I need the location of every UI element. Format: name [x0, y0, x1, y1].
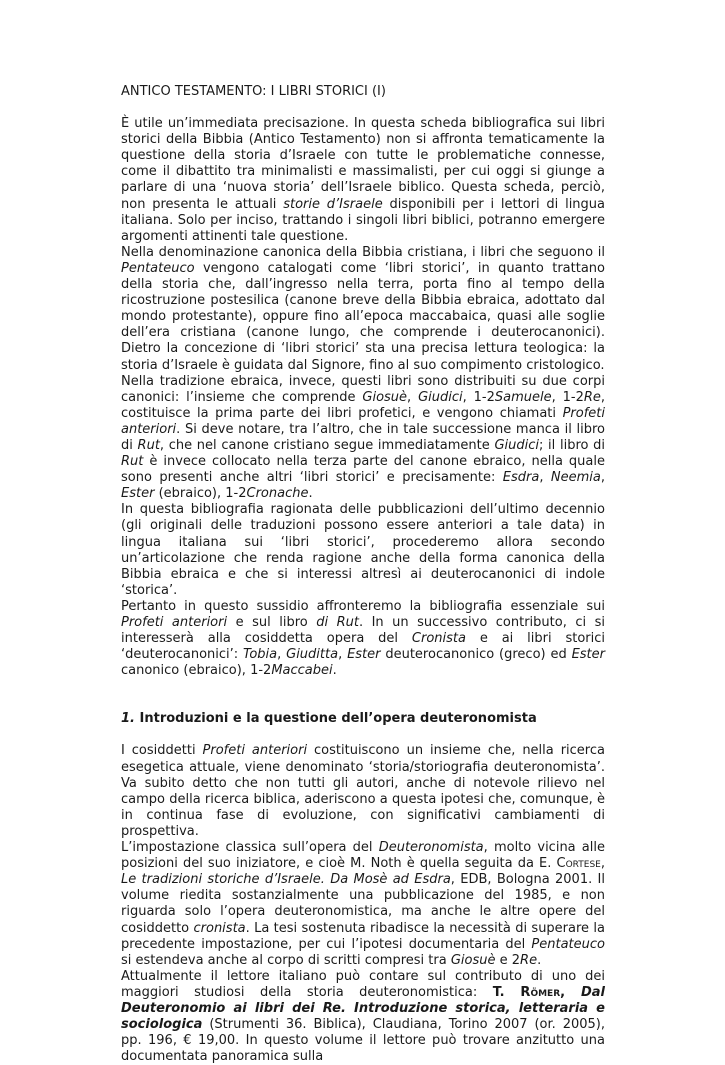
- text-run: costituiscono un insieme che, nella ricerca esegetica attuale, viene denominato ‘storia/storiografia deuteronomista’. Va subito detto che non tutti gli autori, anche di notevole rilievo nel campo della ricerca biblica, aderiscono a questa ipotesi che, comunque, è in continua fase di evoluzione, con significativi cambiamenti di prospettiva.: [121, 743, 605, 839]
- text-run: I cosiddetti: [121, 743, 203, 759]
- text-run: Pentateuco: [121, 260, 195, 276]
- text-run: Le tradizioni storiche d’Israele. Da Mosè ad Esdra: [121, 872, 451, 888]
- text-run: L’impostazione classica sull’opera del: [121, 840, 379, 856]
- paragraph-classical-approach: [121, 840, 605, 969]
- document-title: ANTICO TESTAMENTO: I LIBRI STORICI (I): [121, 84, 386, 99]
- text-run: Samuele: [494, 389, 552, 405]
- text-run: canonico (ebraico), 1-2: [121, 663, 272, 679]
- text-run: ; il libro di: [539, 437, 605, 453]
- text-run: Maccabei: [271, 663, 333, 679]
- text-run: Giudici: [418, 389, 463, 405]
- text-run: (Strumenti 36. Biblica), Claudiana, Torino 2007 (or. 2005), pp. 196, € 19,00. In questo volume il lettore può trovare anzitutto una documentata panoramica sulla: [121, 1017, 605, 1065]
- text-run: ömer: [530, 984, 561, 1000]
- text-run: deuterocanonico (greco) ed: [380, 647, 572, 663]
- text-run: Ester: [571, 647, 605, 663]
- section-heading-text: Introduzioni e la questione dell’opera deuteronomista: [134, 711, 537, 727]
- text-run: T. R: [492, 984, 531, 1000]
- text-run: Ester: [121, 486, 155, 502]
- text-run: Pentateuco: [531, 936, 605, 952]
- text-run: e 2: [495, 952, 521, 968]
- text-run: , EDB, Bologna 2001. Il volume riedita sostanzialmente una pubblicazione del 1985, e non riguarda solo l’opera deuteronomistica, ma anche le altre opere del cosiddetto: [121, 872, 605, 936]
- paragraph-christian-canon: [121, 245, 605, 374]
- text-run: e sul libro: [227, 615, 317, 630]
- text-run: (ebraico), 1-2: [154, 486, 247, 502]
- text-run: Esdra: [502, 470, 540, 486]
- text-run: Cronache: [246, 486, 309, 502]
- text-run: Pertanto in questo sussidio affronteremo la bibliografia essenziale sui: [121, 598, 605, 614]
- text-run: . In un successivo contributo, ci si interesserà alla cosiddetta opera del: [121, 615, 605, 647]
- text-run: di Rut: [316, 615, 359, 630]
- text-run: ,: [600, 856, 605, 872]
- text-run: Rut: [137, 437, 160, 453]
- text-run: , 1-2: [551, 389, 584, 405]
- text-run: Dal Deuteronomio ai libri dei Re. Introduzione storica, letteraria e sociologica: [121, 984, 606, 1033]
- text-run: .: [308, 486, 313, 502]
- text-run: In questa bibliografia ragionata delle pubblicazioni dell’ultimo decennio (gli originali delle traduzioni possono essere anteriori a tale data) in lingua italiana sui ‘libri storici’, procederemo allora secondo un’articolazione che renda ragione anche della forma canonica della Bibbia ebraica e che si interessi altresì ai deuterocanonici di indole ‘storica’.: [121, 502, 605, 598]
- text-run: Re: [520, 952, 538, 968]
- text-run: storie d’Israele: [283, 196, 383, 212]
- paragraph-bibliography-scope: [121, 502, 605, 599]
- text-run: Giosuè: [362, 389, 408, 405]
- text-run: Cronista: [411, 631, 466, 647]
- text-run: .: [537, 952, 542, 968]
- text-run: Attualmente il lettore italiano può contare sul contributo di uno dei maggiori studiosi della storia deuteronomistica:: [121, 968, 605, 1000]
- text-run: . La tesi sostenuta ribadisce la necessità di superare la precedente impostazione, per cui l’ipotesi documentaria del: [121, 920, 605, 952]
- text-run: Neemia: [550, 470, 601, 486]
- text-run: Profeti anteriori: [121, 615, 228, 630]
- text-run: ortese: [565, 856, 601, 872]
- text-run: . Si deve notare, tra l’altro, che in tale successione manca il libro di: [121, 421, 605, 453]
- text-run: ,: [600, 470, 606, 486]
- paragraph-profeti-anteriori: [121, 743, 605, 840]
- text-run: ,: [407, 389, 419, 405]
- text-run: Profeti anteriori: [121, 405, 605, 437]
- paragraph-intro: [121, 116, 605, 245]
- text-run: disponibili per i lettori di lingua italiana. Solo per inciso, trattando i singoli libri biblici, potranno emergere argomenti attinenti tale questione.: [121, 196, 606, 244]
- text-run: Giosuè: [450, 952, 496, 968]
- section-gap: [121, 679, 605, 711]
- text-run: Nella denominazione canonica della Bibbia cristiana, i libri che seguono il: [121, 244, 605, 260]
- text-run: Giuditta: [286, 647, 339, 663]
- text-run: Re: [583, 389, 601, 405]
- text-run: ,: [539, 470, 551, 486]
- text-run: , costituisce la prima parte dei libri profetici, e vengono chiamati: [121, 389, 606, 421]
- section-number: 1.: [121, 711, 135, 727]
- text-run: È utile un’immediata precisazione. In questa scheda bibliografica sui libri storici della Bibbia (Antico Testamento) non si affronta tematicamente la questione della storia d’Israele con tutte le problematiche connesse, come il dibattito tra minimalisti e massimalisti, per cui oggi si giunge a parlare di una ‘nuova storia’ dell’Israele biblico. Questa scheda, perciò, non presenta le attuali: [121, 116, 605, 212]
- text-run: è invece collocato nella terza parte del canone ebraico, nella quale sono presenti anche altri ‘libri storici’ e precisamente:: [121, 454, 605, 486]
- text-run: Nella tradizione ebraica, invece, questi libri sono distribuiti su due corpi canonici: l’insieme che comprende: [121, 373, 605, 405]
- text-run: cronista: [193, 920, 246, 936]
- text-run: Profeti anteriori: [202, 743, 308, 759]
- paragraph-jewish-tradition: [121, 374, 605, 503]
- text-run: .: [332, 663, 337, 679]
- paragraph-romer: [121, 969, 605, 1065]
- text-run: Tobia: [243, 647, 278, 663]
- section-heading: [121, 711, 605, 727]
- text-run: Giudici: [494, 437, 539, 453]
- document-page: [121, 84, 605, 1065]
- text-run: ,: [277, 647, 287, 663]
- paragraph-plan: [121, 599, 605, 679]
- text-run: ,: [560, 984, 581, 1000]
- text-run: si estendeva anche al corpo di scritti compresi tra: [121, 952, 451, 968]
- text-run: Ester: [347, 647, 381, 663]
- text-run: Deuteronomista: [378, 840, 484, 856]
- text-run: , molto vicina alle posizioni del suo iniziatore, e cioè M. Noth è quella seguita da E. C: [121, 840, 605, 872]
- text-run: vengono catalogati come ‘libri storici’, in quanto trattano della storia che, dall’ingresso nella terra, porta fino al tempo della ricostruzione postesilica (canone breve della Bibbia ebraica, adottato dal mondo protestante), oppure fino all’epoca maccabaica, quasi alle soglie dell’era cristiana (canone lungo, che comprende i deuterocanonici). Dietro la concezione di ‘libri storici’ sta una precisa lettura teologica: la storia d’Israele è guidata dal Signore, fino al suo compimento cristologico.: [121, 260, 605, 373]
- text-run: , che nel canone cristiano segue immediatamente: [159, 437, 495, 453]
- text-run: ,: [338, 647, 348, 663]
- text-run: , 1-2: [462, 389, 495, 405]
- text-run: e ai libri storici ‘deuterocanonici’:: [121, 631, 605, 663]
- text-run: Rut: [121, 454, 144, 470]
